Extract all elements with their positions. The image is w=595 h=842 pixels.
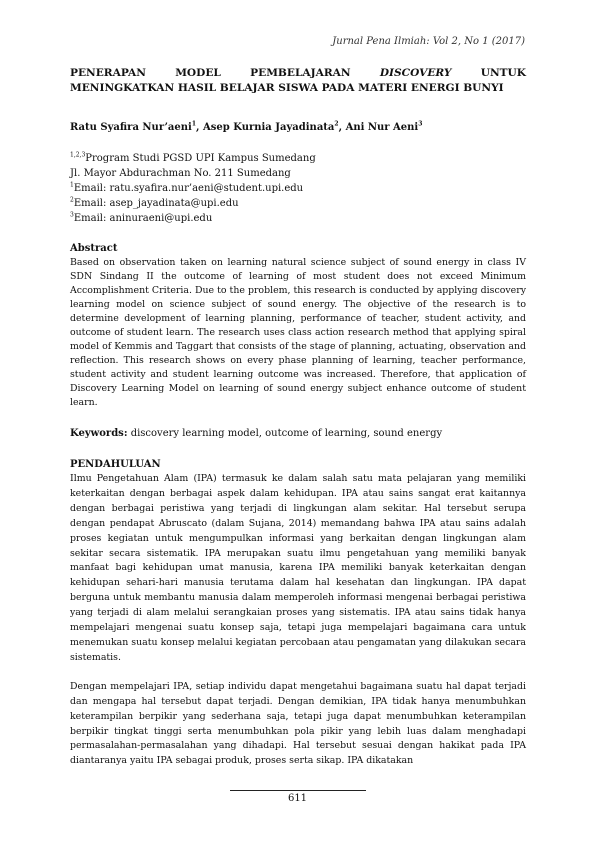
author-separator: , (196, 122, 203, 133)
paper-title (70, 66, 526, 96)
abstract-body: Based on observation taken on learning natural science subject of sound energy in class IV SDN Sindang II the outcome of learning of most student does not exceed Minimum Accomplishment Criteria. Due to the problem, this research is conducted by applying discovery learning model on science subject of sound energy. The objective of the research is to determine development of learning planning, performance of teacher, student activity, and outcome of student learn. The research uses class action research method that applying spiral model of Kemmis and Taggart that consists of the stage of planning, actuating, observation and reflection. This research shows on every phase planning of learning, teacher performance, student activity and student learning outcome was increased. Therefore, that application of Discovery Learning Model on learning of sound energy subject enhance outcome of student learn. (70, 257, 526, 408)
body-paragraph: Ilmu Pengetahuan Alam (IPA) termasuk ke dalam salah satu mata pelajaran yang memiliki keterkaitan dengan berbagai aspek dalam kehidupan. IPA atau sains sangat erat kaitannya dengan berbagai peristiwa yang terjadi di lingkungan alam sekitar. Hal tersebut serupa dengan pendapat Abruscato (dalam Sujana, 2014) memandang bahwa IPA atau sains adalah proses kegiatan untuk mengumpulkan informasi yang berkaitan dengan lingkungan alam sekitar secara sistematik. IPA merupakan suatu ilmu pengetahuan yang memiliki banyak manfaat bagi kehidupan umat manusia, karena IPA memiliki banyak keterkaitan dengan kehidupan sehari-hari manusia terutama dalam hal kesehatan dan lingkungan. IPA dapat berguna untuk membantu manusia dalam memperoleh informasi mengenai berbagai peristiwa yang terjadi di alam melalui serangkaian proses yang sistematis. IPA atau sains tidak hanya mempelajari mengenai suatu konsep saja, tetapi juga mempelajari bagaimana cara untuk menemukan suatu konsep melalui kegiatan percobaan atau pengamatan yang dilakukan secara sistematis. (70, 473, 526, 663)
abstract-heading: Abstract (70, 243, 118, 254)
keywords-label: Keywords: (70, 428, 128, 439)
title-part-2: UNTUK MENINGKATKAN HASIL BELAJAR SISWA PADA MATERI ENERGI BUNYI (70, 67, 526, 94)
author-separator: , (338, 122, 346, 133)
author-name: Ratu Syafira Nur’aeni (70, 122, 192, 133)
affiliation-program (70, 151, 526, 166)
email-text: Email: aninuraeni@upi.edu (73, 213, 213, 224)
program-name: Program Studi PGSD UPI Kampus Sumedang (85, 153, 316, 164)
section-heading: PENDAHULUAN (70, 459, 161, 470)
affiliation-mark: 1,2,3 (70, 151, 86, 159)
author-email (70, 181, 526, 196)
author-affiliation-mark: 2 (334, 120, 339, 128)
email-mark: 1 (70, 181, 74, 189)
body-paragraph: Dengan mempelajari IPA, setiap individu dapat mengetahui bagaimana suatu hal dapat terjadi dan mengapa hal tersebut dapat terjadi. Dengan demikian, IPA tidak hanya menumbuhkan keterampilan berpikir yang sederhana saja, tetapi juga dapat menumbuhkan keterampilan berpikir tingkat tinggi serta menumbuhkan pola pikir yang lebih luas dalam menghadapi permasalahan-permasalahan yang dihadapi. Hal tersebut sesuai dengan hakikat pada IPA diantaranya yaitu IPA sebagai produk, proses serta sikap. IPA dikatakan (70, 680, 526, 767)
email-text: Email: asep_jayadinata@upi.edu (73, 198, 239, 209)
author-email (70, 196, 526, 211)
keywords-text: discovery learning model, outcome of learning, sound energy (127, 428, 443, 439)
author-name: Ani Nur Aeni (345, 122, 419, 133)
email-mark: 2 (70, 196, 74, 204)
author-email (70, 211, 526, 226)
affiliation-address: Jl. Mayor Abdurachman No. 211 Sumedang (70, 168, 291, 179)
author-affiliation-mark: 1 (191, 120, 197, 128)
author-affiliation-mark: 3 (418, 120, 423, 128)
footer-rule (230, 790, 366, 791)
author-list (70, 122, 526, 133)
affiliation-block (70, 151, 526, 226)
page-number: 611 (287, 793, 308, 804)
email-text: Email: ratu.syafira.nur’aeni@student.upi.edu (73, 183, 304, 194)
journal-header: Jurnal Pena Ilmiah: Vol 2, No 1 (2017) (332, 36, 525, 47)
paper-body (70, 66, 526, 783)
author-name: Asep Kurnia Jayadinata (203, 122, 335, 133)
title-part-1: PENERAPAN MODEL PEMBELAJARAN (70, 67, 380, 79)
title-italic-word: DISCOVERY (379, 67, 452, 79)
email-mark: 3 (70, 211, 74, 219)
keywords-line (70, 427, 526, 441)
